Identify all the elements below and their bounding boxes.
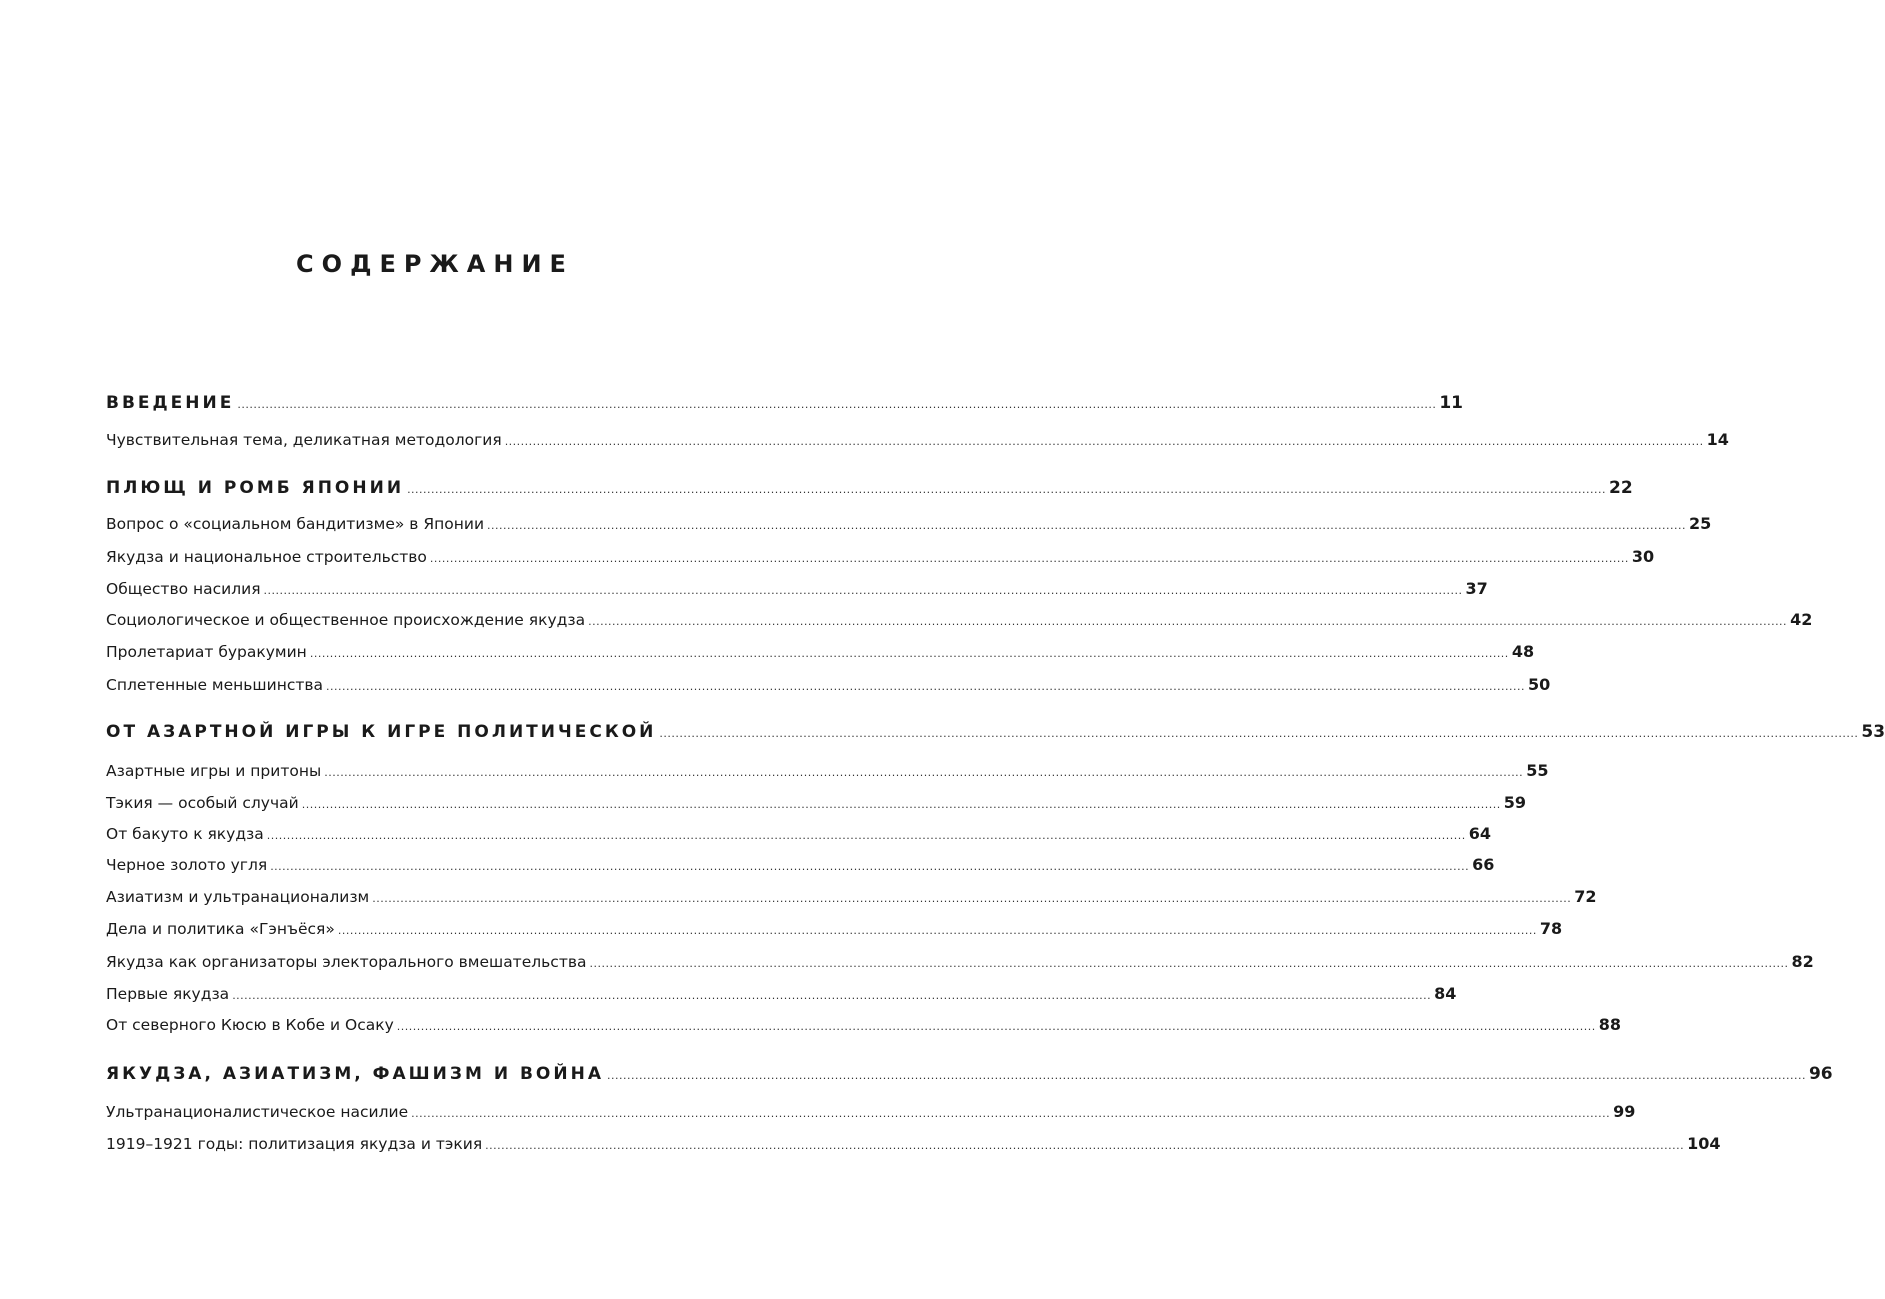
- dot-leader: ............................................................................................................................................................................................................................................................................................................: [487, 519, 1687, 532]
- toc-entry-title: ПЛЮЩ И РОМБ ЯПОНИИ: [106, 478, 405, 498]
- toc-section-entry[interactable]: [106, 821, 1492, 847]
- toc-section-entry[interactable]: [106, 576, 1488, 602]
- toc-section-entry[interactable]: [106, 427, 1729, 453]
- toc-section-entry[interactable]: [106, 949, 1814, 975]
- dot-leader: ............................................................................................................................................................................................................................................................................................................: [396, 1020, 1596, 1033]
- toc-entry-title: Пролетариат буракумин: [106, 643, 307, 661]
- table-of-contents: [106, 0, 1885, 1299]
- toc-section-entry[interactable]: [106, 544, 1655, 570]
- toc-entry-page: 84: [1434, 984, 1457, 1003]
- toc-entry-page: 96: [1808, 1064, 1833, 1084]
- toc-entry-page: 99: [1613, 1102, 1636, 1121]
- toc-entry-page: 25: [1689, 514, 1712, 533]
- toc-entry-page: 11: [1439, 393, 1464, 413]
- dot-leader: ............................................................................................................................................................................................................................................................................................................: [485, 1139, 1685, 1152]
- toc-section-entry[interactable]: [106, 916, 1563, 942]
- toc-chapter-entry[interactable]: [106, 719, 1885, 745]
- toc-entry-title: Первые якудза: [106, 985, 230, 1003]
- toc-entry-page: 72: [1574, 887, 1597, 906]
- dot-leader: ............................................................................................................................................................................................................................................................................................................: [270, 860, 1470, 873]
- toc-section-entry[interactable]: [106, 511, 1712, 537]
- dot-leader: ............................................................................................................................................................................................................................................................................................................: [324, 766, 1524, 779]
- toc-entry-title: Азартные игры и притоны: [106, 762, 322, 780]
- toc-section-entry[interactable]: [106, 884, 1597, 910]
- toc-entry-page: 48: [1511, 642, 1535, 661]
- dot-leader: ............................................................................................................................................................................................................................................................................................................: [263, 584, 1463, 597]
- toc-entry-page: 22: [1609, 478, 1633, 498]
- dot-leader: ............................................................................................................................................................................................................................................................................................................: [504, 435, 1704, 448]
- toc-entry-title: Сплетенные меньшинства: [106, 676, 324, 694]
- toc-entry-title: Вопрос о «социальном бандитизме» в Японии: [106, 515, 485, 533]
- toc-entry-page: 66: [1472, 855, 1495, 874]
- toc-entry-page: 37: [1465, 579, 1488, 598]
- toc-entry-page: 53: [1861, 722, 1885, 742]
- toc-section-entry[interactable]: [106, 1131, 1721, 1157]
- toc-section-entry[interactable]: [106, 981, 1457, 1007]
- toc-entry-title: Якудза как организаторы электорального вмешательства: [106, 953, 587, 971]
- toc-entry-page: 14: [1706, 430, 1729, 449]
- toc-section-entry[interactable]: [106, 672, 1551, 698]
- toc-chapter-entry[interactable]: [106, 1061, 1833, 1087]
- dot-leader: ............................................................................................................................................................................................................................................................................................................: [407, 483, 1607, 496]
- toc-section-entry[interactable]: [106, 790, 1526, 816]
- toc-entry-page: 59: [1503, 793, 1526, 812]
- toc-entry-title: Общество насилия: [106, 580, 261, 598]
- toc-chapter-entry[interactable]: [106, 475, 1633, 501]
- toc-entry-page: 55: [1526, 761, 1549, 780]
- toc-entry-title: ОТ АЗАРТНОЙ ИГРЫ К ИГРЕ ПОЛИТИЧЕСКОЙ: [106, 722, 657, 742]
- toc-entry-title: Азиатизм и ультранационализм: [106, 888, 370, 906]
- toc-entry-title: От северного Кюсю в Кобе и Осаку: [106, 1016, 394, 1034]
- toc-entry-title: Чувствительная тема, деликатная методология: [106, 431, 502, 449]
- toc-section-entry[interactable]: [106, 1099, 1636, 1125]
- toc-section-entry[interactable]: [106, 1012, 1622, 1038]
- toc-section-entry[interactable]: [106, 607, 1813, 633]
- dot-leader: ............................................................................................................................................................................................................................................................................................................: [337, 924, 1537, 937]
- toc-entry-title: ВВЕДЕНИЕ: [106, 393, 235, 413]
- toc-entry-page: 50: [1528, 675, 1551, 694]
- toc-entry-title: ЯКУДЗА, АЗИАТИЗМ, ФАШИЗМ И ВОЙНА: [106, 1064, 604, 1084]
- toc-section-entry[interactable]: [106, 758, 1549, 784]
- dot-leader: ............................................................................................................................................................................................................................................................................................................: [326, 680, 1525, 693]
- dot-leader: ............................................................................................................................................................................................................................................................................................................: [659, 727, 1859, 740]
- dot-leader: ............................................................................................................................................................................................................................................................................................................: [301, 798, 1501, 811]
- toc-entry-page: 82: [1791, 952, 1814, 971]
- toc-entry-title: Черное золото угля: [106, 856, 268, 874]
- toc-entry-page: 104: [1687, 1134, 1721, 1153]
- dot-leader: ............................................................................................................................................................................................................................................................................................................: [232, 989, 1432, 1002]
- toc-entry-title: Социологическое и общественное происхождение якудза: [106, 611, 586, 629]
- toc-entry-page: 30: [1631, 547, 1655, 566]
- dot-leader: ............................................................................................................................................................................................................................................................................................................: [266, 829, 1466, 842]
- toc-entry-page: 78: [1539, 919, 1563, 938]
- toc-entry-title: Якудза и национальное строительство: [106, 548, 427, 566]
- toc-section-entry[interactable]: [106, 852, 1495, 878]
- toc-entry-page: 64: [1468, 824, 1492, 843]
- toc-entry-title: Ультранационалистическое насилие: [106, 1103, 409, 1121]
- toc-section-entry[interactable]: [106, 639, 1535, 665]
- toc-entry-title: От бакуто к якудза: [106, 825, 264, 843]
- toc-entry-title: Тэкия — особый случай: [106, 794, 299, 812]
- toc-entry-title: Дела и политика «Гэнъёся»: [106, 920, 335, 938]
- dot-leader: ............................................................................................................................................................................................................................................................................................................: [309, 647, 1509, 660]
- dot-leader: ............................................................................................................................................................................................................................................................................................................: [606, 1069, 1806, 1082]
- toc-chapter-entry[interactable]: [106, 390, 1464, 416]
- dot-leader: ............................................................................................................................................................................................................................................................................................................: [411, 1107, 1611, 1120]
- dot-leader: ............................................................................................................................................................................................................................................................................................................: [237, 398, 1437, 411]
- dot-leader: ............................................................................................................................................................................................................................................................................................................: [372, 892, 1572, 905]
- dot-leader: ............................................................................................................................................................................................................................................................................................................: [429, 552, 1629, 565]
- toc-entry-page: 88: [1598, 1015, 1622, 1034]
- toc-entry-title: 1919–1921 годы: политизация якудза и тэкия: [106, 1135, 483, 1153]
- page-title: СОДЕРЖАНИЕ: [296, 250, 574, 278]
- toc-entry-page: 42: [1790, 610, 1813, 629]
- dot-leader: ............................................................................................................................................................................................................................................................................................................: [589, 957, 1789, 970]
- dot-leader: ............................................................................................................................................................................................................................................................................................................: [588, 615, 1788, 628]
